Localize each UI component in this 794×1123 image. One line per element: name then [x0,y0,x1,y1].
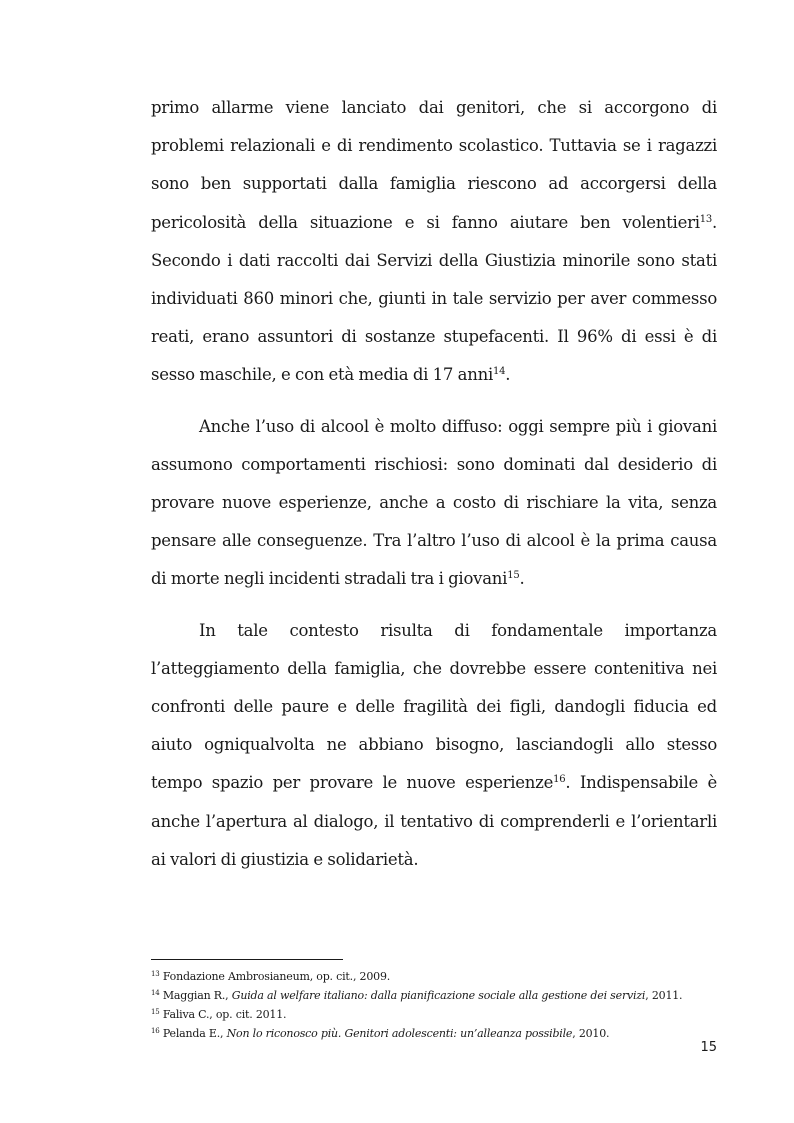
footnote-ref-15[interactable]: 15 [507,570,520,582]
footnote-separator [151,959,343,960]
paragraph-text: primo allarme viene lanciato dai genitori, che si accorgono di problemi relazionali e di rendimento scolastico. Tuttavia se i ragazzi sono ben supportati dalla famiglia riescono ad accorgersi della pericolosità della situazione e si fanno aiutare ben volentieri [151,98,717,232]
footnote-author: Maggian R., [162,989,232,1002]
footnote-text: Faliva C., op. cit. 2011. [162,1008,287,1021]
footnote-15 [151,1005,717,1024]
paragraph-text: . [505,365,511,385]
page-number: 15 [700,1040,717,1055]
footnote-ref-14[interactable]: 14 [493,366,506,378]
footnotes [151,967,717,1043]
footnote-14 [151,986,717,1005]
footnote-16 [151,1024,717,1043]
footnote-title: Guida al welfare italiano: dalla pianificazione sociale alla gestione dei servizi [231,989,646,1002]
footnote-number: 16 [151,1027,160,1035]
paragraph-text: . Secondo i dati raccolti dai Servizi della Giustizia minorile sono stati individuati 860 minori che, giunti in tale servizio per aver commesso reati, erano assuntori di sostanze stupefacenti. Il 96% di essi è di sesso maschile, e con età media di 17 anni [151,212,717,385]
footnote-number: 13 [151,970,160,978]
paragraph-text: . [519,569,525,589]
footnote-number: 15 [151,1008,160,1016]
footnote-rest: , 2011. [645,989,683,1002]
paragraph-2 [151,408,717,599]
main-text [151,89,717,879]
footnote-text: Fondazione Ambrosianeum, op. cit., 2009. [162,970,391,983]
paragraph-text: Anche l’uso di alcool è molto diffuso: oggi sempre più i giovani assumono comportamenti rischiosi: sono dominati dal desiderio di provare nuove esperienze, anche a costo di rischiare la vita, senza pensare alle conseguenze. Tra l’altro l’uso di alcool è la prima causa di morte negli incidenti stradali tra i giovani [151,416,717,589]
paragraph-1 [151,89,717,395]
footnote-number: 14 [151,989,160,997]
footnote-rest: , 2010. [572,1027,610,1040]
paragraph-3 [151,612,717,879]
paragraph-text: In tale contesto risulta di fondamentale importanza l’atteggiamento della famiglia, che dovrebbe essere contenitiva nei confronti delle paure e delle fragilità dei figli, dandogli fiducia ed aiuto ogniqualvolta ne abbiano bisogno, lasciandogli allo stesso tempo spazio per provare le nuove esperienze [151,620,717,793]
paragraph-text: . Indispensabile è anche l’apertura al dialogo, il tentativo di comprenderli e l’orientarli ai valori di giustizia e solidarietà. [151,773,718,869]
footnote-13 [151,967,717,986]
footnote-title: Non lo riconosco più. Genitori adolescenti: un’alleanza possibile [226,1027,573,1040]
footnote-author: Pelanda E., [162,1027,227,1040]
footnote-ref-16[interactable]: 16 [553,774,566,786]
footnote-ref-13[interactable]: 13 [699,213,712,225]
